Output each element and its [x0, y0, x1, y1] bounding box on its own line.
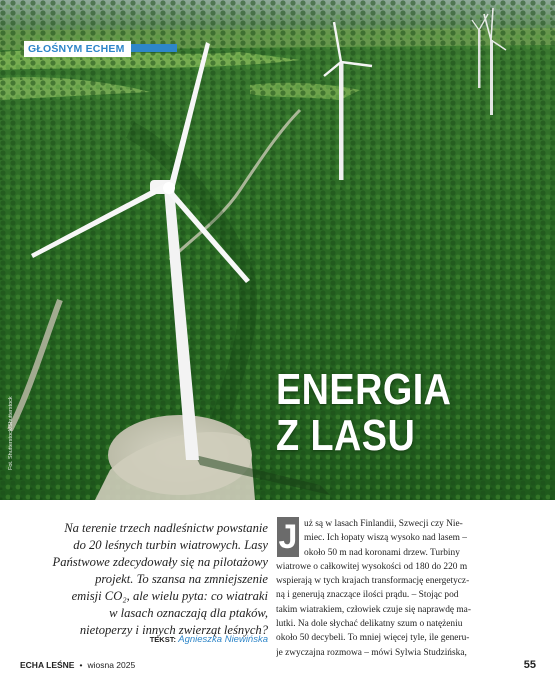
author-label: TEKST: [149, 635, 176, 644]
body-line: uż są w lasach Finlandii, Szwecji czy Nie- [304, 519, 463, 529]
footer-separator: • [79, 660, 83, 670]
page-footer [20, 660, 536, 672]
body-line: miec. Ich łopaty wiszą wysoko nad lasem – [304, 533, 467, 544]
magazine-name: ECHA LEŚNE [20, 660, 75, 670]
author-name: Agnieszka Niewińska [178, 634, 268, 645]
issue-label: wiosna 2025 [87, 660, 136, 670]
title-line-1: ENERGIA [276, 365, 452, 414]
page-number: 55 [523, 659, 536, 671]
lead-line: emisji CO₂, ale wielu pyta: co wiatraki [71, 589, 268, 603]
lead-line: Na terenie trzech nadleśnictw powstanie [64, 521, 268, 535]
article-title [276, 367, 451, 459]
body-line: wiatrowe o całkowitej wysokości od 180 do 220 m [276, 561, 468, 572]
body-line: takim wiatrakiem, człowiek czuje się naprawdę ma- [276, 604, 471, 615]
lead-line: Państwowe zdecydowały się na pilotażowy [52, 555, 268, 569]
lead-line: nietoperzy i innych zwierząt leśnych? [79, 623, 268, 637]
lead-line: projekt. To szansa na zmniejszenie [95, 572, 268, 586]
body-line: je zwyczajna rozmowa – mówi Sylwia Studzińska, [276, 647, 467, 658]
title-line-2: Z LASU [276, 411, 416, 460]
body-line: około 50 m nad koronami drzew. Turbiny [304, 547, 460, 558]
lead-line: w lasach oznaczają dla ptaków, [109, 606, 268, 620]
body-line: ną i generują znaczące ilości prądu. – Stojąc pod [276, 590, 459, 601]
body-line: około 50 decybeli. To mniej więcej tyle, ile generu- [276, 633, 470, 644]
article-body [276, 517, 534, 660]
body-line: wspierają w tych krajach transformację energetycz- [276, 576, 470, 587]
section-tag: GŁOŚNYM ECHEM [24, 41, 131, 57]
lead-line: do 20 leśnych turbin wiatrowych. Lasy [73, 538, 268, 552]
drop-cap: J [278, 518, 298, 556]
lead-paragraph [20, 520, 268, 639]
photo-credit: Fot. Shutterstock/Shutterstock [8, 396, 14, 470]
body-line: lutki. Na dole słychać delikatny szum o natężeniu [276, 619, 463, 630]
author-byline [126, 634, 268, 645]
